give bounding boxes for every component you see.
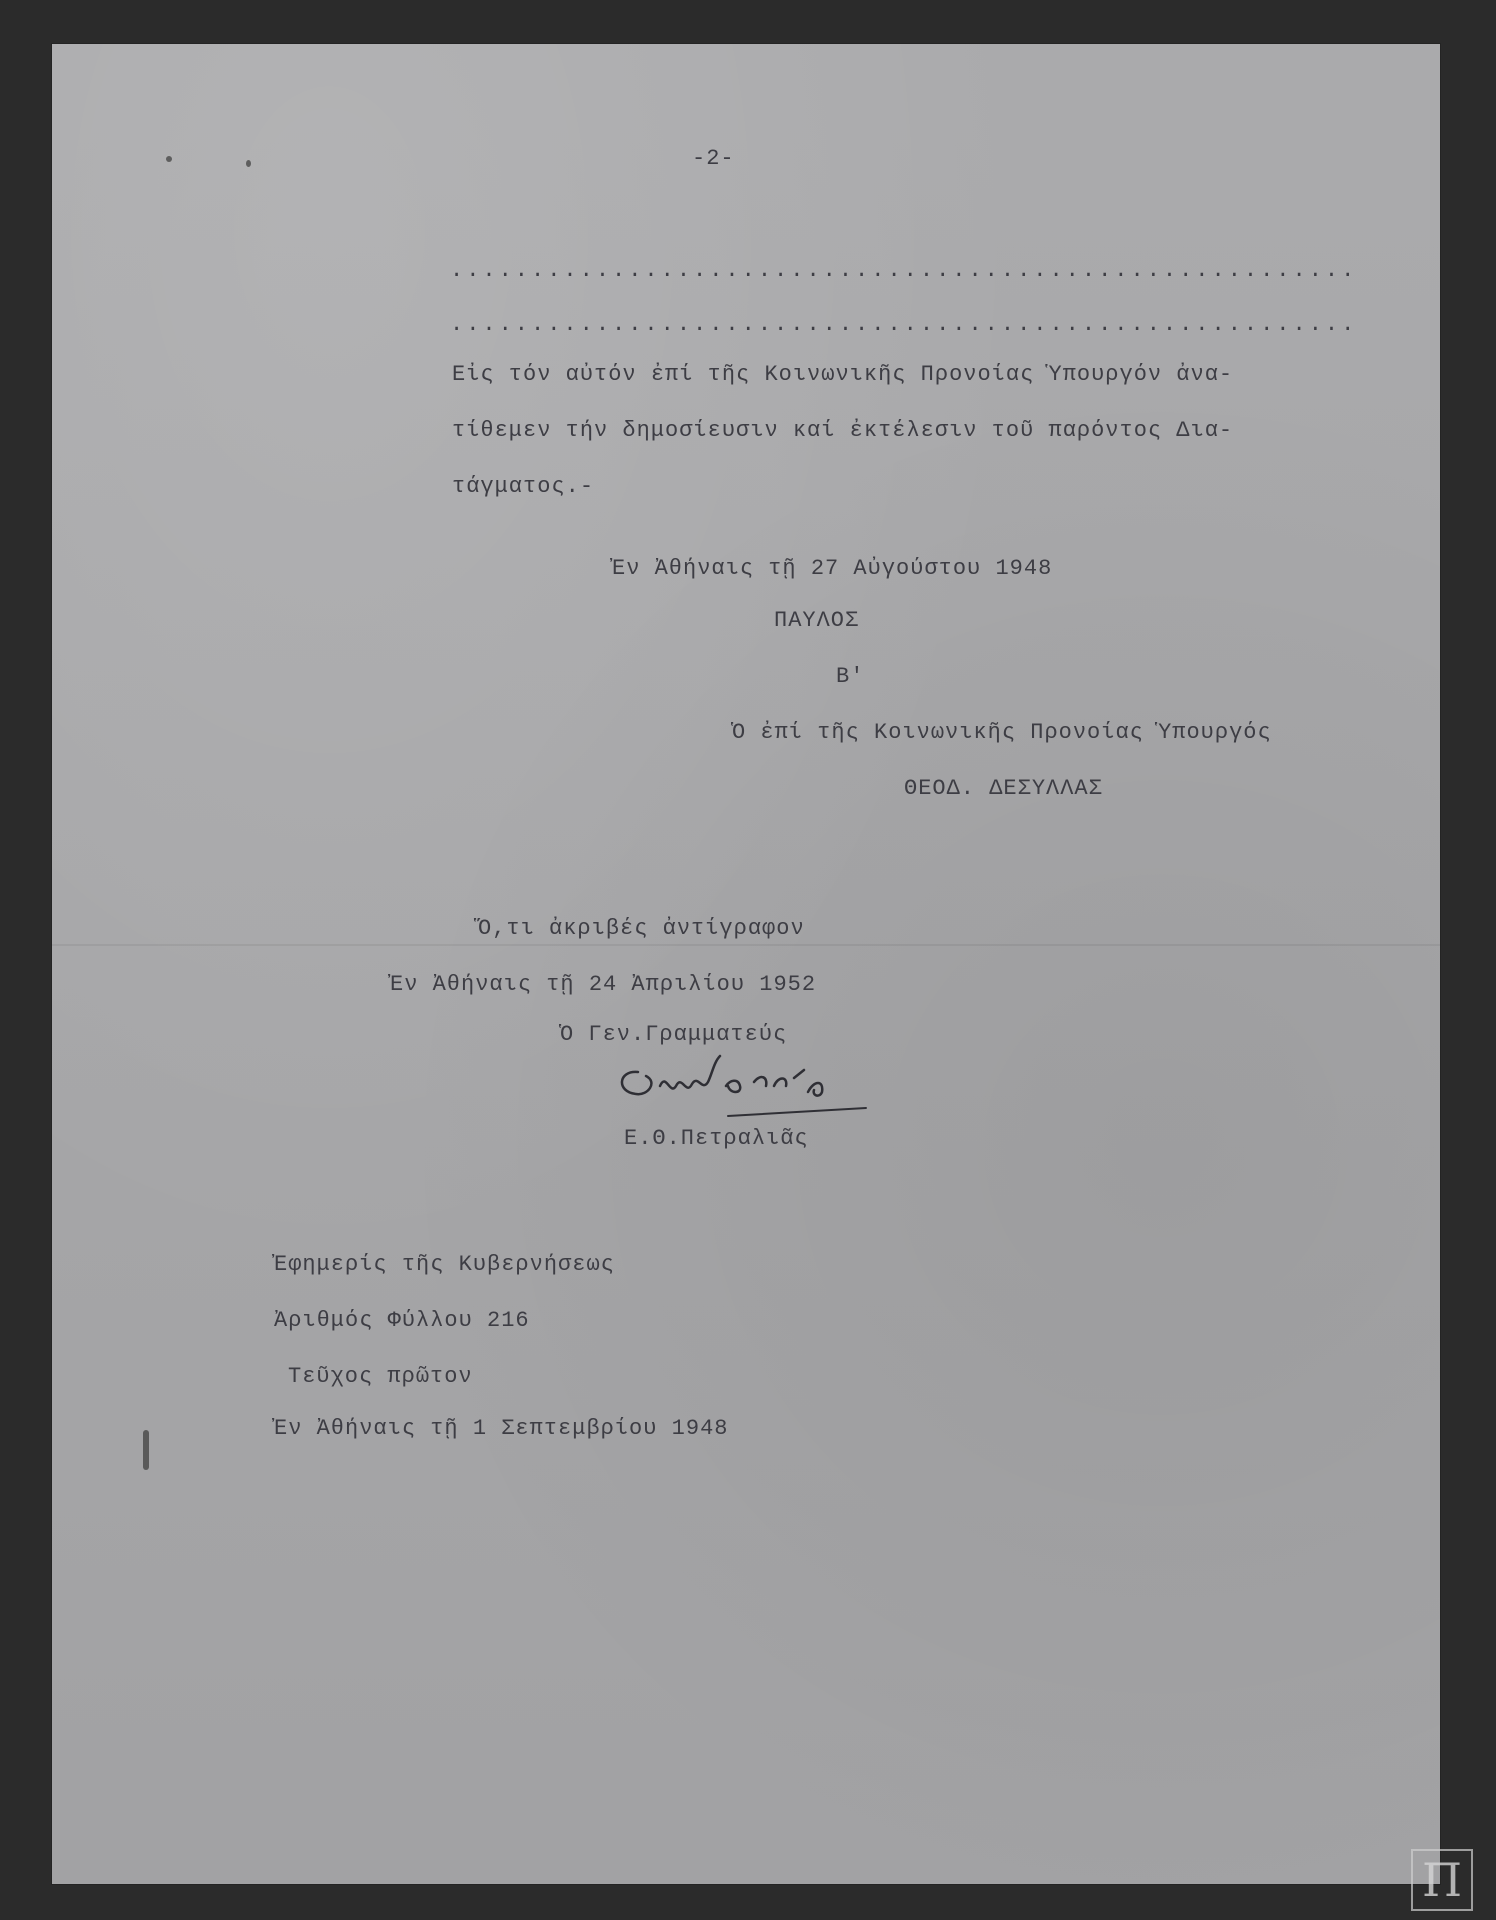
paragraph-line: Εἰς τόν αὐτόν ἐπί τῆς Κοινωνικῆς Προνοίας Ὑπουργόν ἀνα- xyxy=(452,362,1234,387)
copy-date: Ἐν Ἀθήναις τῇ 24 Ἀπριλίου 1952 xyxy=(390,972,817,997)
gazette-line: Ἐν Ἀθήναις τῇ 1 Σεπτεμβρίου 1948 xyxy=(274,1416,729,1441)
paragraph-line: τάγματος.- xyxy=(452,474,595,499)
king-numeral: Β' xyxy=(836,664,865,689)
dotted-line: ........................................................ xyxy=(450,312,1358,337)
page-number: -2- xyxy=(692,146,735,171)
archive-logo-letter: Π xyxy=(1421,1853,1463,1907)
secretary-name: Ε.Θ.Πετραλιᾶς xyxy=(624,1126,809,1151)
archive-logo-icon xyxy=(1410,1848,1474,1912)
paragraph-line: τίθεμεν τήν δημοσίευσιν καί ἐκτέλεσιν τοῦ παρόντος Δια- xyxy=(452,418,1234,443)
gazette-line: Ἐφημερίς τῆς Κυβερνήσεως xyxy=(274,1252,615,1277)
gazette-line: Τεῦχος πρῶτον xyxy=(288,1364,473,1389)
dotted-line: ........................................................ xyxy=(450,258,1358,283)
gazette-line: Ἀριθμός Φύλλου 216 xyxy=(274,1308,530,1333)
king-name: ΠΑΥΛΟΣ xyxy=(774,608,860,633)
minister-title: Ὁ ἐπί τῆς Κοινωνικῆς Προνοίας Ὑπουργός xyxy=(732,720,1272,745)
ink-speck xyxy=(143,1430,149,1470)
copy-certification: Ὅ,τι ἀκριβές ἀντίγραφον xyxy=(478,916,805,941)
fold-crease xyxy=(52,944,1440,946)
minister-name: ΘΕΟΔ. ΔΕΣΥΛΛΑΣ xyxy=(904,776,1103,801)
handwritten-signature xyxy=(598,1042,898,1122)
ink-speck xyxy=(246,160,251,167)
secretary-title: Ὁ Γεν.Γραμματεύς xyxy=(560,1022,788,1047)
ink-speck xyxy=(166,156,172,162)
decree-date: Ἐν Ἀθήναις τῇ 27 Αὐγούστου 1948 xyxy=(612,556,1053,581)
